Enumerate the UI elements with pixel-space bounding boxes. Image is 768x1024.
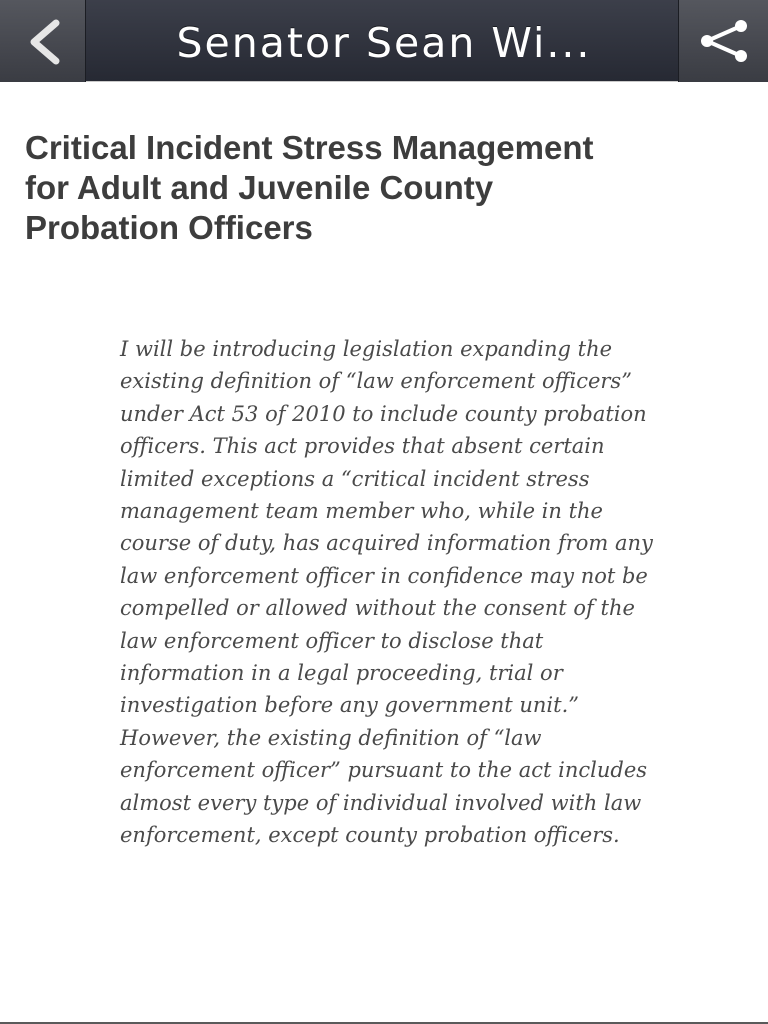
- chevron-left-icon: [24, 19, 64, 65]
- article-title: Critical Incident Stress Management for Adult and Juvenile County Probation Officers: [25, 129, 594, 246]
- article-body: I will be introducing legislation expanding the existing definition of “law enforcement officers” under Act 53 of 2010 to include county probation officers. This act provides that absent certain limited exceptions a “critical incident stress management team member who, while in the course of duty, has acquired information from any law enforcement officer in confidence may not be compelled or allowed without the consent of the law enforcement officer to disclose that information in a legal proceeding, trial or investigation before any government unit.” However, the existing definition of “law enforcement officer” pursuant to the act includes almost every type of individual involved with law enforcement, except county probation officers.: [120, 337, 653, 848]
- back-button[interactable]: [0, 0, 86, 82]
- nav-title: Senator Sean Wi...: [176, 19, 592, 67]
- share-icon: [697, 18, 753, 64]
- share-button[interactable]: [678, 0, 768, 82]
- navigation-bar: [0, 0, 768, 82]
- article-content: [0, 82, 768, 1024]
